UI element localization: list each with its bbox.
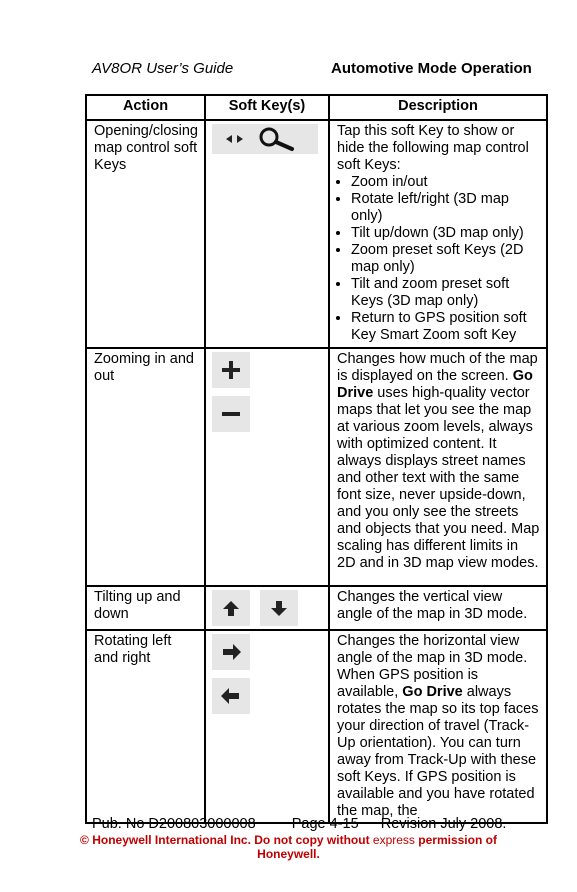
pub-number: Pub. No D200803000008 — [92, 816, 256, 832]
soft-keys-cell — [205, 120, 329, 348]
table-row — [86, 630, 547, 823]
arrow-left-icon[interactable] — [212, 678, 250, 714]
column-header-description: Description — [329, 95, 547, 120]
product-name: Go Drive — [402, 684, 463, 700]
description-text: uses high-quality vector maps that let you see the map at various zoom levels, always with optimized content. It always displays street names and other text with the same font size, never upside-down, and you only see the streets and objects that you need. Map scaling has different limits in 2D and in 3D map view modes. — [337, 385, 540, 571]
description-cell — [329, 630, 547, 823]
list-item: • Zoom preset soft Keys (2D map only) — [351, 242, 540, 276]
copyright-text: express — [372, 833, 415, 847]
soft-keys-table — [85, 94, 548, 824]
table-header-row — [86, 95, 547, 120]
list-item: • Return to GPS position soft Key Smart Zoom soft Key — [351, 310, 540, 344]
soft-keys-cell — [205, 630, 329, 823]
arrow-down-icon[interactable] — [260, 590, 298, 626]
column-header-soft-keys: Soft Key(s) — [205, 95, 329, 120]
table-row — [86, 348, 547, 586]
description-cell — [329, 348, 547, 586]
arrow-up-icon[interactable] — [212, 590, 250, 626]
description-text: Changes the horizontal view angle of the map in 3D mode. When GPS position is available, — [337, 633, 528, 700]
soft-keys-cell — [205, 586, 329, 630]
arrow-right-icon[interactable] — [212, 634, 250, 670]
description-cell — [329, 120, 547, 348]
column-header-action: Action — [86, 95, 205, 120]
table-row — [86, 586, 547, 630]
minus-icon[interactable] — [212, 396, 250, 432]
action-cell: Opening/closing map control soft Keys — [86, 120, 205, 348]
copyright-text: © Honeywell International Inc. Do not copy without — [80, 833, 373, 847]
page-number: Page 4-15 — [291, 816, 359, 832]
revision-date: Revision July 2008. — [380, 816, 507, 832]
description-cell: Changes the vertical view angle of the map in 3D mode. — [329, 586, 547, 630]
description-text: Tap this soft Key to show or hide the following map control soft Keys: — [337, 123, 529, 173]
list-item: • Tilt and zoom preset soft Keys (3D map only) — [351, 276, 540, 310]
publication-footer — [92, 816, 506, 832]
list-item: • Tilt up/down (3D map only) — [351, 225, 540, 242]
copyright-text: Honeywell. — [257, 847, 320, 861]
list-item: • Zoom in/out — [351, 174, 540, 191]
description-text: always rotates the map so its top faces your direction of travel (Track-Up orientation). You can turn away from Track-Up with these soft Keys. If GPS position is available and you have rotated the map, the — [337, 684, 539, 819]
soft-keys-cell — [205, 348, 329, 586]
copyright-text: permission of — [414, 833, 497, 847]
product-name: Go Drive — [337, 368, 533, 401]
bullet-list — [337, 174, 540, 344]
guide-title: AV8OR User’s Guide — [92, 60, 234, 77]
action-cell: Zooming in and out — [86, 348, 205, 586]
section-title: Automotive Mode Operation — [331, 60, 532, 77]
table-row — [86, 120, 547, 348]
description-text: Changes how much of the map is displayed on the screen. — [337, 351, 538, 384]
plus-icon[interactable] — [212, 352, 250, 388]
arrows-magnifier-icon[interactable] — [212, 124, 318, 154]
action-cell: Rotating left and right — [86, 630, 205, 823]
list-item: • Rotate left/right (3D map only) — [351, 191, 540, 225]
action-cell: Tilting up and down — [86, 586, 205, 630]
copyright-notice — [0, 833, 577, 861]
